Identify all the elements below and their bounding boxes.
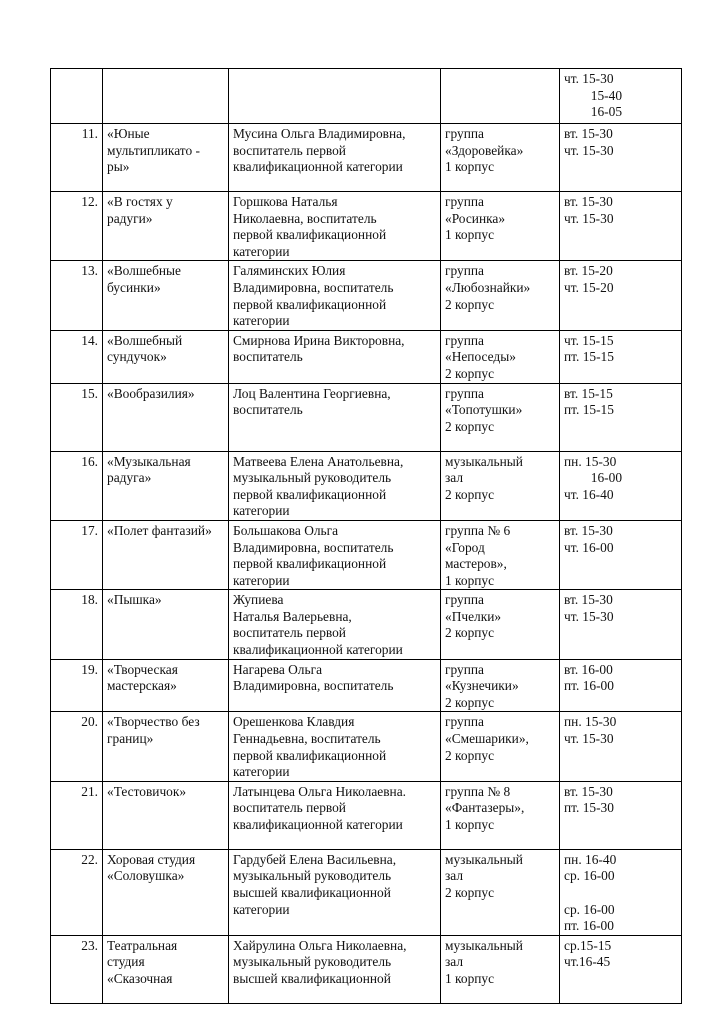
teacher-line: первой квалификационной: [233, 296, 387, 312]
teacher-line: воспитатель первой: [233, 625, 346, 641]
teacher-cell: [229, 590, 441, 659]
schedule-time-cell: [560, 659, 682, 712]
row-number: 15.: [51, 383, 103, 451]
teacher-line: музыкальный руководитель: [233, 868, 392, 884]
teacher-cell: [229, 451, 441, 520]
location-line: «Здоровейка»: [445, 142, 524, 158]
time-line: 16-00: [564, 470, 623, 486]
time-line: чт. 15-15: [564, 332, 614, 348]
teacher-line: Николаевна, воспитатель: [233, 210, 377, 226]
teacher-cell: [229, 69, 441, 124]
schedule-time-cell: [560, 849, 682, 935]
location-line: 1 корпус: [445, 572, 495, 588]
location-line: «Фантазеры»,: [445, 800, 525, 816]
teacher-line: квалификационной категории: [233, 159, 403, 175]
location-line: «Кузнечики»: [445, 678, 519, 694]
club-name-cell: [103, 192, 229, 261]
teacher-cell: [229, 124, 441, 192]
location-line: «Город: [445, 539, 485, 555]
location-cell: [441, 124, 560, 192]
row-number: [51, 69, 103, 124]
time-line: вт. 15-30: [564, 783, 613, 799]
club-name-line: «Волшебные: [107, 263, 182, 279]
club-name-cell: [103, 69, 229, 124]
club-name-line: студия: [107, 954, 145, 970]
teacher-line: Владимировна, воспитатель: [233, 539, 394, 555]
location-line: мастеров»,: [445, 556, 507, 572]
time-line: вт. 15-30: [564, 592, 613, 608]
row-number: 18.: [51, 590, 103, 659]
location-cell: [441, 590, 560, 659]
teacher-line: Мусина Ольга Владимировна,: [233, 126, 406, 141]
location-line: музыкальный: [445, 453, 523, 469]
teacher-line: воспитатель первой: [233, 800, 346, 816]
time-line: 16-05: [564, 104, 623, 120]
location-line: «Смешарики»,: [445, 731, 529, 747]
time-line: чт. 16-40: [564, 486, 614, 502]
teacher-cell: [229, 192, 441, 261]
location-line: группа: [445, 126, 484, 141]
teacher-line: Нагарева Ольга: [233, 661, 323, 677]
time-line: ср. 16-00: [564, 901, 615, 917]
location-line: «Росинка»: [445, 210, 506, 226]
schedule-rows: [51, 69, 682, 1004]
table-row: [51, 451, 682, 520]
location-line: «Пчелки»: [445, 608, 502, 624]
table-row: [51, 383, 682, 451]
time-line: пн. 15-30: [564, 453, 617, 469]
row-number: 22.: [51, 849, 103, 935]
schedule-time-cell: [560, 124, 682, 192]
club-name-line: «Волшебный: [107, 332, 183, 348]
location-cell: [441, 781, 560, 849]
club-name-line: «Музыкальная: [107, 453, 191, 469]
teacher-line: воспитатель: [233, 402, 303, 418]
teacher-cell: [229, 330, 441, 383]
club-name-line: «Юные: [107, 126, 150, 141]
teacher-line: воспитатель: [233, 349, 303, 365]
club-name-line: «Творчество без: [107, 714, 200, 730]
row-number: 16.: [51, 451, 103, 520]
teacher-line: первой квалификационной: [233, 486, 387, 502]
teacher-line: Наталья Валерьевна,: [233, 608, 352, 624]
location-cell: [441, 520, 560, 589]
club-name-line: «Творческая: [107, 661, 178, 677]
club-name-cell: [103, 849, 229, 935]
club-name-cell: [103, 712, 229, 781]
club-name-line: Театральная: [107, 937, 178, 953]
teacher-line: Орешенкова Клавдия: [233, 714, 355, 730]
time-line: пт. 15-15: [564, 349, 614, 365]
teacher-cell: [229, 659, 441, 712]
club-name-line: «В гостях у: [107, 194, 173, 209]
table-row: [51, 261, 682, 330]
time-line: вт. 15-30: [564, 194, 613, 209]
time-line: вт. 15-20: [564, 263, 613, 279]
table-row: [51, 781, 682, 849]
location-line: 2 корпус: [445, 625, 495, 641]
schedule-time-cell: [560, 69, 682, 124]
location-line: группа: [445, 263, 484, 279]
club-name-line: ры»: [107, 159, 130, 175]
teacher-line: категории: [233, 764, 290, 780]
schedule-time-cell: [560, 261, 682, 330]
teacher-line: Смирнова Ирина Викторовна,: [233, 332, 405, 348]
club-name-cell: [103, 781, 229, 849]
location-line: 2 корпус: [445, 296, 495, 312]
teacher-line: категории: [233, 901, 290, 917]
club-name-line: мастерская»: [107, 678, 177, 694]
table-row: [51, 659, 682, 712]
table-row: [51, 69, 682, 124]
row-number: 21.: [51, 781, 103, 849]
club-name-cell: [103, 659, 229, 712]
location-line: 2 корпус: [445, 486, 495, 502]
schedule-time-cell: [560, 451, 682, 520]
club-name-line: сундучок»: [107, 349, 167, 365]
teacher-line: воспитатель первой: [233, 142, 346, 158]
club-name-line: «Вообразилия»: [107, 385, 195, 401]
location-line: группа: [445, 661, 484, 677]
location-line: 2 корпус: [445, 885, 495, 900]
location-cell: [441, 383, 560, 451]
time-line: пт. 15-30: [564, 800, 614, 816]
club-name-cell: [103, 383, 229, 451]
location-line: группа: [445, 592, 484, 608]
teacher-cell: [229, 781, 441, 849]
location-line: 1 корпус: [445, 227, 495, 243]
location-line: «Любознайки»: [445, 279, 531, 295]
club-name-cell: [103, 330, 229, 383]
club-name-line: «Тестовичок»: [107, 783, 187, 799]
location-line: 2 корпус: [445, 694, 495, 710]
time-line: ср. 16-00: [564, 868, 615, 884]
time-line: [564, 885, 677, 902]
row-number: 19.: [51, 659, 103, 712]
teacher-cell: [229, 712, 441, 781]
time-line: вт. 15-30: [564, 522, 613, 538]
location-line: 1 корпус: [445, 817, 495, 832]
schedule-time-cell: [560, 330, 682, 383]
location-line: зал: [445, 470, 464, 486]
club-name-line: Хоровая студия: [107, 851, 196, 867]
location-line: музыкальный: [445, 851, 523, 867]
location-line: группа № 6: [445, 522, 511, 538]
time-line: чт. 15-20: [564, 279, 614, 295]
schedule-time-cell: [560, 712, 682, 781]
teacher-line: первой квалификационной: [233, 227, 387, 243]
teacher-line: Жупиева: [233, 592, 284, 608]
teacher-line: первой квалификационной: [233, 556, 387, 572]
club-name-cell: [103, 590, 229, 659]
time-line: чт. 16-00: [564, 539, 614, 555]
teacher-cell: [229, 935, 441, 1003]
location-line: 2 корпус: [445, 418, 495, 434]
location-line: зал: [445, 954, 464, 970]
location-line: 2 корпус: [445, 747, 495, 763]
teacher-line: Горшкова Наталья: [233, 194, 338, 209]
club-name-line: границ»: [107, 731, 154, 747]
location-cell: [441, 261, 560, 330]
club-name-cell: [103, 935, 229, 1003]
time-line: чт. 15-30: [564, 142, 614, 158]
table-row: [51, 192, 682, 261]
club-name-line: радуги»: [107, 210, 153, 226]
teacher-line: категории: [233, 243, 290, 259]
time-line: пт. 16-00: [564, 918, 614, 934]
location-line: группа: [445, 385, 484, 401]
club-name-line: мультипликато -: [107, 142, 200, 158]
club-name-line: «Пышка»: [107, 592, 162, 608]
row-number: 12.: [51, 192, 103, 261]
location-cell: [441, 712, 560, 781]
teacher-line: Латынцева Ольга Николаевна.: [233, 783, 407, 799]
schedule-time-cell: [560, 590, 682, 659]
teacher-line: Владимировна, воспитатель: [233, 279, 394, 295]
schedule-table: [50, 68, 682, 1004]
row-number: 17.: [51, 520, 103, 589]
teacher-line: категории: [233, 572, 290, 588]
club-name-line: радуга»: [107, 470, 152, 486]
teacher-line: высшей квалификационной: [233, 885, 391, 900]
teacher-line: Галяминских Юлия: [233, 263, 346, 279]
time-line: пн. 15-30: [564, 714, 617, 730]
location-line: группа: [445, 332, 484, 348]
location-cell: [441, 192, 560, 261]
row-number: 13.: [51, 261, 103, 330]
time-line: вт. 15-30: [564, 126, 613, 141]
teacher-cell: [229, 849, 441, 935]
teacher-line: первой квалификационной: [233, 747, 387, 763]
table-row: [51, 520, 682, 589]
teacher-line: высшей квалификационной: [233, 971, 391, 986]
schedule-time-cell: [560, 192, 682, 261]
time-line: чт.16-45: [564, 954, 611, 970]
schedule-time-cell: [560, 781, 682, 849]
teacher-line: Большакова Ольга: [233, 522, 339, 538]
location-line: «Непоседы»: [445, 349, 516, 365]
row-number: 11.: [51, 124, 103, 192]
teacher-line: квалификационной категории: [233, 817, 403, 832]
time-line: пт. 16-00: [564, 678, 614, 694]
teacher-line: категории: [233, 503, 290, 519]
teacher-line: музыкальный руководитель: [233, 470, 392, 486]
table-row: [51, 712, 682, 781]
table-row: [51, 590, 682, 659]
time-line: пт. 15-15: [564, 402, 614, 418]
club-name-line: «Полет фантазий»: [107, 522, 212, 538]
teacher-line: Владимировна, воспитатель: [233, 678, 394, 694]
teacher-line: Хайрулина Ольга Николаевна,: [233, 937, 407, 953]
teacher-line: Геннадьевна, воспитатель: [233, 731, 381, 747]
location-cell: [441, 935, 560, 1003]
row-number: 14.: [51, 330, 103, 383]
teacher-line: категории: [233, 313, 290, 329]
location-line: 1 корпус: [445, 159, 495, 175]
club-name-line: «Сказочная: [107, 971, 173, 986]
teacher-line: Лоц Валентина Георгиевна,: [233, 385, 391, 401]
time-line: чт. 15-30: [564, 608, 614, 624]
location-cell: [441, 849, 560, 935]
club-name-cell: [103, 124, 229, 192]
teacher-cell: [229, 383, 441, 451]
club-name-line: «Соловушка»: [107, 868, 185, 884]
time-line: чт. 15-30: [564, 731, 614, 747]
location-line: 1 корпус: [445, 971, 495, 986]
table-row: [51, 124, 682, 192]
time-line: вт. 16-00: [564, 661, 613, 677]
location-cell: [441, 659, 560, 712]
location-cell: [441, 69, 560, 124]
club-name-cell: [103, 520, 229, 589]
table-row: [51, 849, 682, 935]
location-line: 2 корпус: [445, 365, 495, 381]
club-name-line: бусинки»: [107, 279, 161, 295]
club-name-cell: [103, 451, 229, 520]
location-line: «Топотушки»: [445, 402, 523, 418]
table-row: [51, 935, 682, 1003]
teacher-cell: [229, 261, 441, 330]
location-line: группа № 8: [445, 783, 511, 799]
location-line: группа: [445, 194, 484, 209]
teacher-line: музыкальный руководитель: [233, 954, 392, 970]
location-cell: [441, 330, 560, 383]
time-line: вт. 15-15: [564, 385, 613, 401]
teacher-line: квалификационной категории: [233, 642, 403, 658]
table-row: [51, 330, 682, 383]
time-line: 15-40: [564, 87, 623, 103]
location-line: зал: [445, 868, 464, 884]
row-number: 20.: [51, 712, 103, 781]
schedule-time-cell: [560, 935, 682, 1003]
location-line: музыкальный: [445, 937, 523, 953]
time-line: чт. 15-30: [564, 71, 614, 86]
time-line: чт. 15-30: [564, 210, 614, 226]
schedule-time-cell: [560, 383, 682, 451]
row-number: 23.: [51, 935, 103, 1003]
time-line: ср.15-15: [564, 937, 612, 953]
teacher-line: Гардубей Елена Васильевна,: [233, 851, 397, 867]
time-line: пн. 16-40: [564, 851, 617, 867]
schedule-time-cell: [560, 520, 682, 589]
club-name-cell: [103, 261, 229, 330]
location-line: группа: [445, 714, 484, 730]
location-cell: [441, 451, 560, 520]
teacher-cell: [229, 520, 441, 589]
teacher-line: Матвеева Елена Анатольевна,: [233, 453, 404, 469]
